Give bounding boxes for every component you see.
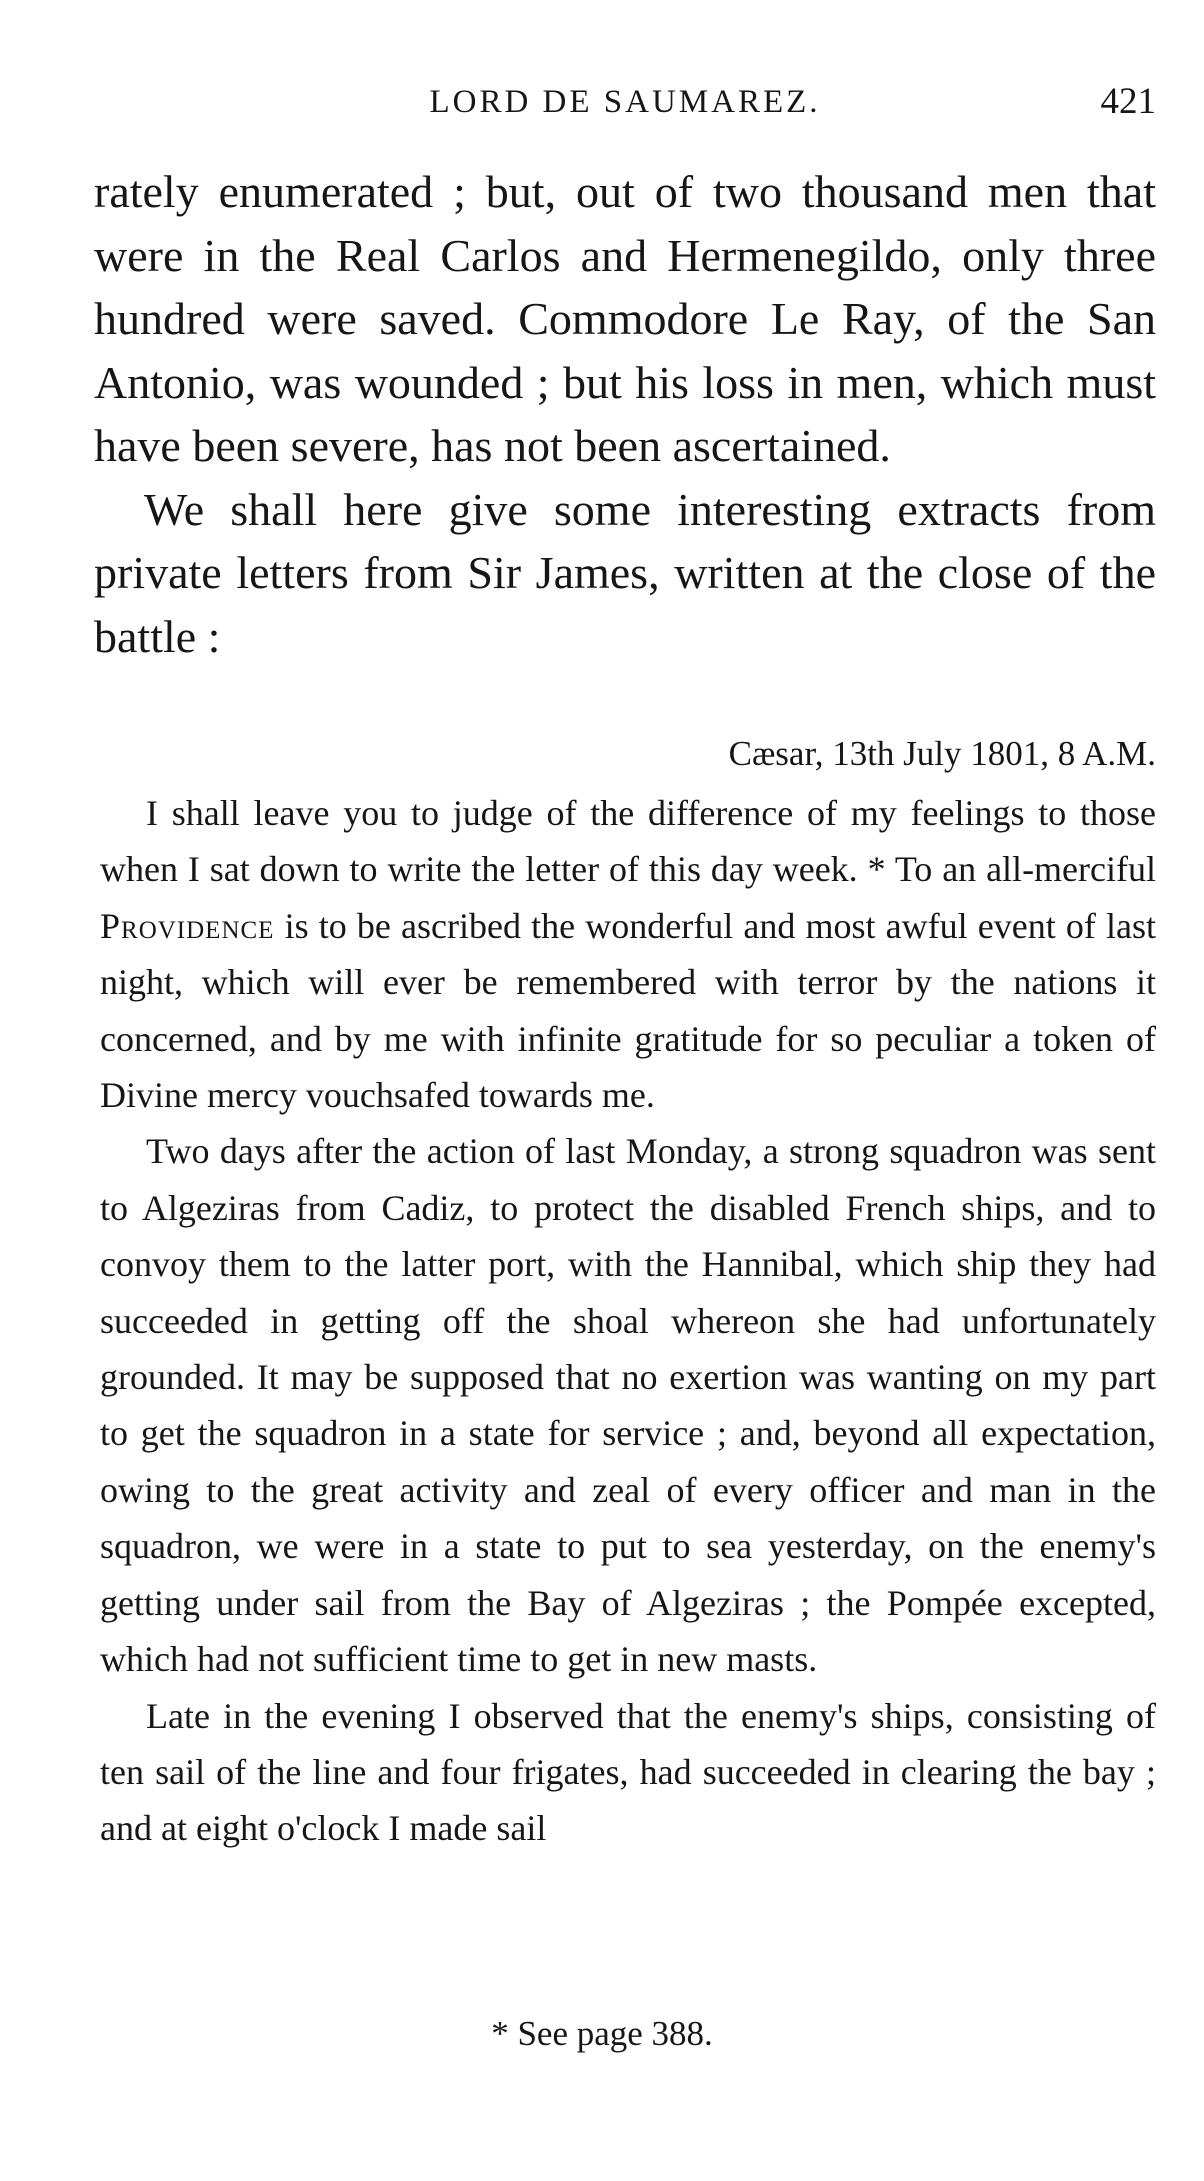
letter-paragraph-2: Two days after the action of last Monday, a strong squadron was sent to Algeziras from Cadiz, to protect the disabled French ships, and to convoy them to the latter port, with the Hannibal, which ship they had succeeded in getting off the shoal whereon she had unfortunately grounded. It may be supposed that no exertion was wanting on my part to get the squadron in a state for service ; and, beyond all expectation, owing to the great activity and zeal of every officer and man in the squadron, we were in a state to put to sea yesterday, on the enemy's getting under sail from the Bay of Algeziras ; the Pompée excepted, which had not sufficient time to get in new masts. [100,1131,1156,1680]
providence-small-caps: Providence [100,905,275,946]
page-number: 421 [1100,81,1156,122]
letter-paragraph-1 [100,785,1156,1123]
main-text [94,160,1156,668]
footnote: * See page 388. [491,2014,713,2053]
page-header [94,78,1156,126]
letter-paragraph-1-start: I shall leave you to judge of the difference of my feelings to those when I sat down to write the letter of this day week. * To an all-merciful [100,793,1156,890]
letter-text [100,785,1156,1857]
letter-dateline: Cæsar, 13th July 1801, 8 A.M. [728,734,1156,773]
letter-paragraph-3: Late in the evening I observed that the enemy's ships, consisting of ten sail of the line and four frigates, had succeeded in clearing the bay ; and at eight o'clock I made sail [100,1695,1156,1849]
paragraph-continued: rately enumerated ; but, out of two thousand men that were in the Real Carlos and Hermenegildo, only three hundred were saved. Commodore Le Ray, of the San Antonio, was wounded ; but his loss in men, which must have been severe, has not been ascertained. [94,166,1156,471]
running-title: LORD DE SAUMAREZ. [429,84,821,120]
paragraph-intro-extracts: We shall here give some interesting extracts from private letters from Sir James, written at the close of the battle : [94,483,1156,662]
letter-paragraph-1-end: is to be ascribed the wonderful and most awful event of last night, which will ever be remembered with terror by the nations it concerned, and by me with infinite gratitude for so peculiar a token of Divine mercy vouchsafed towards me. [100,905,1156,1116]
